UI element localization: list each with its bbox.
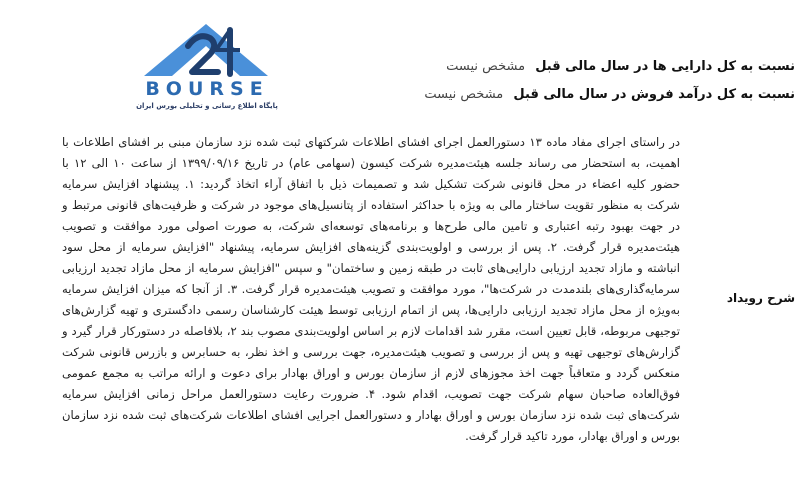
bourse-logo: [132, 20, 282, 112]
logo-tagline: پایگاه اطلاع رسانی و تحلیلی بورس ایران: [136, 102, 278, 110]
logo-brand-text: BOURSE: [145, 78, 269, 100]
ratio-row-revenue: [424, 87, 795, 103]
ratio-assets-label: نسبت به کل دارایی ها در سال مالی قبل: [535, 59, 795, 74]
bourse-logo-mark-icon: [132, 20, 282, 80]
event-description-text: در راستای اجرای مفاد ماده ۱۳ دستورالعمل اجرای افشای اطلاعات شرکتهای ثبت شده نزد سازمان مبنی بر افشای اطلاعات با اهمیت، به استحضار می رساند جلسه هیئت‌مدیره شرکت کیسون (سهامی عام) در تاریخ ۱۳۹۹/۰۹/۱۶ از ساعت ۱۰ الی ۱۲ با حضور کلیه اعضاء در محل قانونی شرکت تشکیل شد و تصمیمات ذیل با اتفاق آراء اتخاذ گردید: ۱. پیشنهاد افزایش سرمایه شرکت به منظور تقویت ساختار مالی به ویژه با حداکثر استفاده از پتانسیل‌های موجود در شرکت و ظرفیت‌های قانونی مرتبط و در جهت بهبود رتبه اعتباری و تامین مالی طرح‌ها و برنامه‌های توسعه‌ای شرکت، به صورت اصولی مورد موافقت و تصویب هیئت‌مدیره قرار گرفت. ۲. پس از بررسی و اولویت‌بندی گزینه‌های افزایش سرمایه، پیشنهاد "افزایش سرمایه از محل سود انباشته و مازاد تجدید ارزیابی دارایی‌های ثابت در طبقه زمین و ساختمان" و سپس "افزایش سرمایه از محل مازاد تجدید ارزیابی سرمایه‌گذاری‌های بلندمدت در شرکت‌ها"، مورد موافقت و تصویب هیئت‌مدیره قرار گرفت. ۳. از آنجا که میزان افزایش سرمایه به‌ویژه از محل مازاد تجدید ارزیابی دارایی‌ها، پس از اتمام ارزیابی توسط هیئت کارشناسان رسمی دادگستری و تهیه گزارش‌های توجیهی مربوطه، قابل تعیین است، مقرر شد اقدامات لازم بر اساس اولویت‌بندی مصوب بند ۲، بلافاصله در دستورکار قرار گیرد و گزارش‌های توجیهی تهیه و پس از بررسی و تصویب هیئت‌مدیره، جهت بررسی و اخذ نظر، به حسابرس و بازرس قانونی شرکت منعکس گردد و متعاقباً جهت اخذ مجوزهای لازم از سازمان بورس و اوراق بهادار برای دعوت و ارائه مراتب به مجمع عمومی فوق‌العاده صاحبان سهام شرکت جهت تصویب، اقدام شود. ۴. ضرورت رعایت دستورالعمل مراحل زمانی افزایش سرمایه شرکت‌های ثبت شده نزد سازمان بورس و اوراق بهادار و دستورالعمل اجرایی افشای اطلاعات شرکت‌های ثبت شده نزد سازمان بورس و اوراق بهادار، مورد تاکید قرار گرفت.: [62, 135, 681, 443]
ratio-row-assets: [446, 59, 795, 75]
ratio-assets-value: مشخص نیست: [446, 59, 526, 74]
ratio-revenue-value: مشخص نیست: [424, 87, 504, 102]
event-description-label: شرح رویداد: [726, 291, 795, 305]
ratio-revenue-label: نسبت به کل درآمد فروش در سال مالی قبل: [513, 87, 795, 102]
